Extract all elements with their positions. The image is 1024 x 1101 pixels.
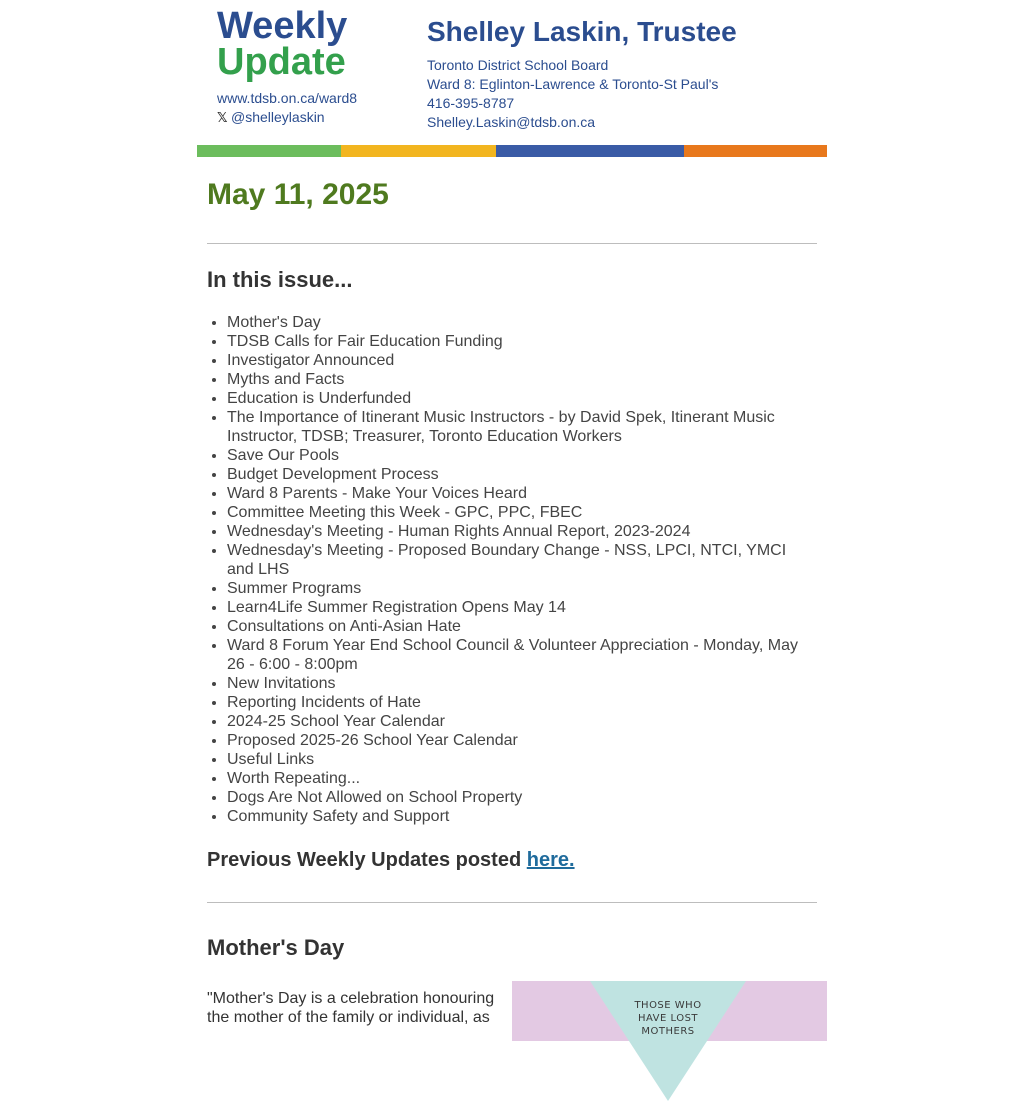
brand-title-weekly: Weekly	[217, 5, 348, 47]
ward-name: Ward 8: Eglinton-Lawrence & Toronto-St Paul's	[427, 76, 719, 92]
newsletter-header	[197, 0, 827, 145]
color-bar-green	[197, 145, 341, 157]
mothers-day-image	[512, 981, 827, 1041]
toc-item: • Education is Underfunded	[227, 389, 817, 408]
toc-item: • Reporting Incidents of Hate	[227, 693, 817, 712]
toc-item: • Useful Links	[227, 750, 817, 769]
toc-item: • Investigator Announced	[227, 351, 817, 370]
x-logo-icon: 𝕏	[217, 110, 228, 125]
toc-item: • Summer Programs	[227, 579, 817, 598]
toc-item: • 2024-25 School Year Calendar	[227, 712, 817, 731]
mothers-day-heading: Mother's Day	[207, 935, 345, 960]
toc-item: • Budget Development Process	[227, 465, 817, 484]
newsletter-page	[197, 0, 827, 1037]
previous-updates	[207, 847, 817, 873]
social-handle: @shelleylaskin	[231, 109, 325, 125]
divider	[207, 902, 817, 903]
phone-number: 416-395-8787	[427, 95, 515, 111]
toc-item: • Ward 8 Parents - Make Your Voices Heard	[227, 484, 817, 503]
email-link[interactable]: Shelley.Laskin@tdsb.on.ca	[427, 114, 596, 130]
previous-updates-text: Previous Weekly Updates posted	[207, 849, 527, 871]
brand-block	[217, 5, 358, 127]
mothers-day-section	[207, 981, 817, 1041]
toc-item: • New Invitations	[227, 674, 817, 693]
newsletter-content	[207, 157, 817, 1041]
mothers-day-body: "Mother's Day is a celebration honouring the mother of the family or individual, as	[207, 990, 495, 1026]
toc-item: • Wednesday's Meeting - Human Rights Annual Report, 2023-2024	[227, 522, 817, 541]
image-caption: THOSE WHO HAVE LOST MOTHERS	[634, 1000, 702, 1037]
color-divider-bar	[197, 145, 827, 157]
toc-item: • Community Safety and Support	[227, 807, 817, 826]
color-bar-yellow	[341, 145, 496, 157]
toc-item: • Save Our Pools	[227, 446, 817, 465]
trustee-name: Shelley Laskin, Trustee	[427, 16, 737, 47]
ward-website-link[interactable]: www.tdsb.on.ca/ward8	[217, 90, 358, 106]
brand-title-update: Update	[217, 41, 346, 83]
toc-item: • Proposed 2025-26 School Year Calendar	[227, 731, 817, 750]
toc-item: • Learn4Life Summer Registration Opens May 14	[227, 598, 817, 617]
issue-date: May 11, 2025	[207, 178, 389, 211]
toc-item: • The Importance of Itinerant Music Instructors - by David Spek, Itinerant Music Instructor, TDSB; Treasurer, Toronto Education Workers	[227, 408, 817, 446]
toc-item: • Committee Meeting this Week - GPC, PPC, FBEC	[227, 503, 817, 522]
toc-item: • Wednesday's Meeting - Proposed Boundary Change - NSS, LPCI, NTCI, YMCI and LHS	[227, 541, 817, 579]
toc-item: • Mother's Day	[227, 313, 817, 332]
toc-item: • Dogs Are Not Allowed on School Property	[227, 788, 817, 807]
color-bar-blue	[496, 145, 684, 157]
board-name: Toronto District School Board	[427, 57, 609, 73]
social-link[interactable]	[217, 108, 357, 127]
divider	[207, 243, 817, 244]
toc-item: • TDSB Calls for Fair Education Funding	[227, 332, 817, 351]
trustee-block	[427, 14, 737, 132]
color-bar-orange	[684, 145, 827, 157]
toc-heading: In this issue...	[207, 267, 353, 292]
toc-item: • Ward 8 Forum Year End School Council & Volunteer Appreciation - Monday, May 26 - 6:00 - 8:00pm	[227, 636, 817, 674]
toc-item: • Worth Repeating...	[227, 769, 817, 788]
toc-item: • Myths and Facts	[227, 370, 817, 389]
toc-list	[207, 313, 817, 826]
previous-updates-link[interactable]: here.	[526, 849, 575, 871]
toc-item: • Consultations on Anti-Asian Hate	[227, 617, 817, 636]
